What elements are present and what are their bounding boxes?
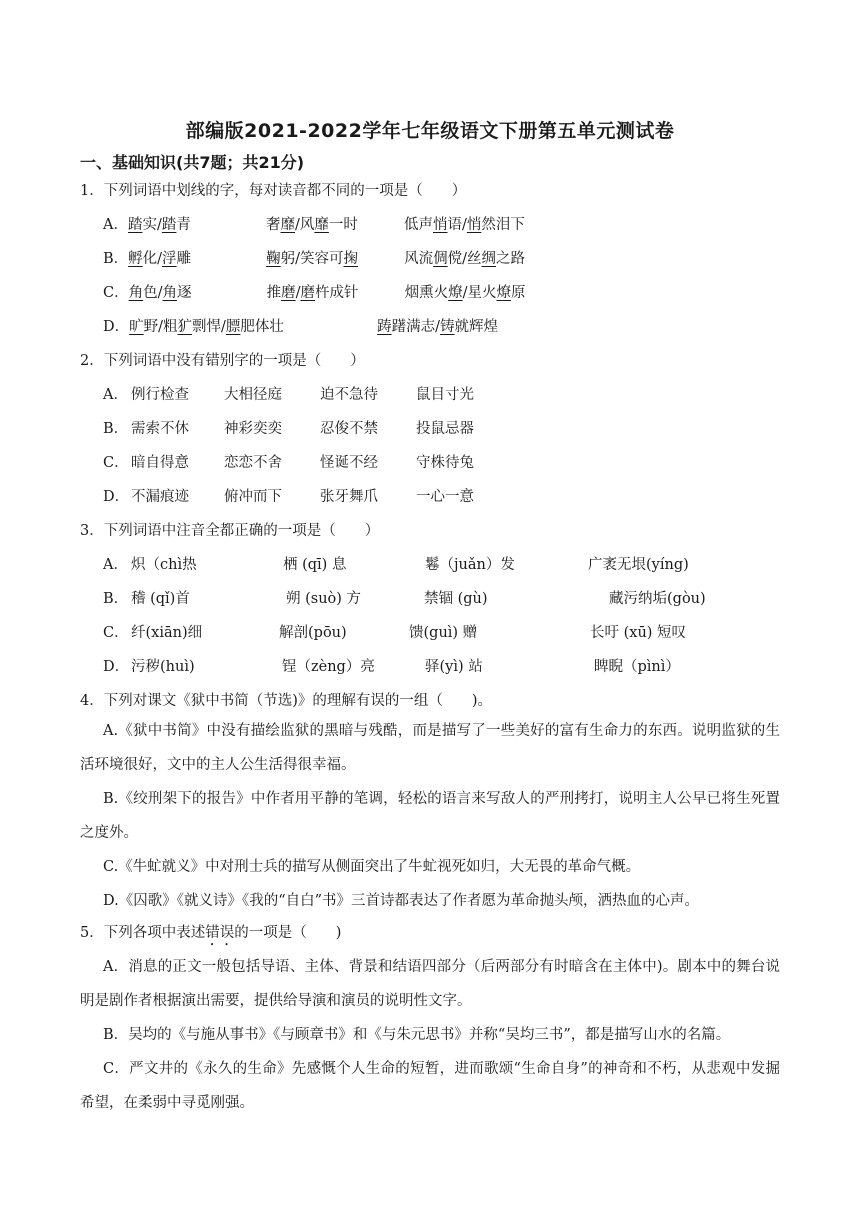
word-pair	[128, 213, 240, 234]
option-item: 迫不急待	[320, 387, 378, 403]
option-item: 恋恋不舍	[224, 455, 282, 471]
question-5-stem-emphasis: 错误	[205, 925, 235, 941]
word-text: /	[295, 285, 301, 301]
word-pair	[404, 213, 525, 234]
word-pair	[266, 247, 378, 268]
option-item: 朔 (suò) 方	[286, 591, 362, 607]
question-4-option-b: B.《绞刑架下的报告》中作者用平静的笔调，轻松的语言来写敌人的严刑拷打，说明主人公早已将生死置之度外。	[80, 791, 780, 841]
question-3-stem: 3．下列词语中注音全都正确的一项是（ ）	[80, 523, 380, 539]
option-item: 稽 (qǐ)首	[131, 591, 190, 607]
option-item: 神彩奕奕	[224, 421, 282, 437]
underlined-char: 踏	[127, 217, 143, 233]
section-heading: 一、基础知识(共7题；共21分)	[80, 153, 305, 172]
option-label: C．	[103, 285, 129, 301]
word-text: /风	[294, 217, 315, 233]
word-pair	[128, 247, 240, 268]
underlined-char: 倜	[433, 251, 448, 267]
option-label: C．	[103, 625, 129, 641]
underlined-char: 踏	[161, 217, 177, 233]
question-4-option-c: C.《牛虻就义》中对刑士兵的描写从侧面突出了牛虻视死如归，大无畏的革命气概。	[103, 859, 641, 875]
underlined-char: 踌	[377, 319, 392, 335]
underlined-char: 鞠	[266, 251, 281, 267]
word-pair	[377, 315, 498, 336]
word-text: 就辉煌	[454, 319, 499, 335]
underlined-char: 旷	[129, 319, 144, 335]
word-text: 原	[511, 285, 526, 301]
option-item: 俯冲而下	[224, 489, 282, 505]
underlined-char: 绸	[481, 251, 497, 267]
question-4-option-a: A.《狱中书简》中没有描绘监狱的黑暗与残酷，而是描写了一些美好的富有生命力的东西。说明监狱的生活环境很好，文中的主人公生活得很幸福。	[80, 723, 780, 773]
underlined-char: 角	[128, 285, 144, 301]
question-4-option-d: D.《囚歌》《就义诗》《我的“自白”书》三首诗都表达了作者愿为革命抛头颅，洒热血的心声。	[103, 893, 700, 909]
page-title: 部编版2021-2022学年七年级语文下册第五单元测试卷	[185, 120, 675, 142]
word-text: 低声	[403, 217, 433, 233]
option-item: 污秽(huì)	[131, 659, 195, 675]
underlined-char: 角	[162, 285, 177, 301]
option-item: 忍俊不禁	[320, 421, 378, 437]
question-1-stem: 1．下列词语中划线的字，每对读音都不同的一项是（ ）	[80, 183, 467, 199]
word-pair	[266, 213, 378, 234]
word-text: 推	[266, 285, 282, 301]
question-1-option-b	[103, 247, 525, 268]
option-item: 鬈（juǎn）发	[425, 557, 515, 573]
word-text: 肥体壮	[240, 319, 284, 335]
word-text: 之路	[496, 251, 526, 267]
question-5-option-c: C．严文井的《永久的生命》先感慨个人生命的短暂，进而歌颂“生命自身”的神奇和不朽，从悲观中发掘希望，在柔弱中寻觅刚强。	[80, 1061, 780, 1111]
option-label: A．	[103, 387, 128, 403]
question-5-option-a: A．消息的正文一般包括导语、主体、背景和结语四部分（后两部分有时暗含在主体中)。剧本中的舞台说明是剧作者根据演出需要，提供给导演和演员的说明性文字。	[80, 959, 780, 1009]
word-text: 一时	[328, 217, 358, 233]
question-4-stem: 4．下列对课文《狱中书简（节选)》的理解有误的一组（ )。	[80, 693, 493, 709]
word-text: 语/	[447, 217, 467, 233]
word-text: 躬/笑容可	[280, 251, 344, 267]
option-label: D．	[103, 319, 130, 335]
option-item: 炽（chì热	[131, 557, 197, 573]
option-item: 藏污纳垢(gòu)	[609, 591, 706, 607]
word-pair	[405, 281, 526, 302]
word-text: 然泪下	[481, 217, 525, 233]
word-text: 傥/丝	[447, 251, 482, 267]
word-pair	[129, 281, 241, 302]
word-pair	[267, 281, 379, 302]
word-text: 野/粗	[143, 319, 178, 335]
underlined-char: 磨	[300, 285, 315, 301]
option-item: 驿(yì) 站	[425, 659, 483, 675]
question-5-stem-suffix: 的一项是（ )	[234, 925, 342, 941]
underlined-char: 孵	[128, 251, 143, 267]
word-text: 青	[176, 217, 191, 233]
option-item: 广袤无垠(yíng)	[588, 557, 689, 573]
option-item: 锃（zèng）亮	[282, 659, 375, 675]
underlined-char: 浮	[162, 251, 177, 267]
option-item: 不漏痕迹	[131, 489, 189, 505]
underlined-char: 掬	[343, 251, 359, 267]
option-item: 暗自得意	[131, 455, 189, 471]
option-item: 禁锢 (gù)	[424, 591, 488, 607]
underlined-char: 靡	[280, 217, 295, 233]
word-text: 逐	[177, 285, 192, 301]
option-item: 张牙舞爪	[320, 489, 378, 505]
option-item: 守株待兔	[416, 455, 474, 471]
word-text: 风流	[404, 251, 434, 267]
question-5-stem	[80, 921, 341, 949]
word-text: 化/	[142, 251, 163, 267]
option-item: 例行检查	[131, 387, 189, 403]
word-pair	[404, 247, 525, 268]
word-text: /星火	[462, 285, 497, 301]
word-text: 剽悍/	[192, 319, 226, 335]
option-item: 长吁 (xū) 短叹	[590, 625, 687, 641]
underlined-char: 燎	[496, 285, 511, 301]
option-item: 投鼠忌器	[416, 421, 474, 437]
option-label: C．	[103, 455, 129, 471]
underlined-char: 悄	[432, 217, 448, 233]
question-5-option-b: B．吴均的《与施从事书》《与顾章书》和《与朱元思书》并称“吴均三书”，都是描写山水的名篇。	[103, 1027, 731, 1043]
word-text: 雕	[176, 251, 192, 267]
option-label: A．	[103, 557, 128, 573]
underlined-char: 悄	[466, 217, 482, 233]
option-item: 大相径庭	[224, 387, 282, 403]
underlined-char: 燎	[448, 285, 463, 301]
word-text: 奢	[265, 217, 281, 233]
option-item: 鼠目寸光	[416, 387, 474, 403]
question-2-stem: 2．下列词语中没有错别字的一项是（ ）	[80, 353, 365, 369]
option-item: 解剖(pōu)	[279, 625, 347, 641]
question-1-option-c	[103, 281, 526, 302]
option-label: B．	[103, 251, 129, 267]
option-item: 需索不休	[131, 421, 189, 437]
question-1-option-a	[103, 213, 525, 234]
option-item: 馈(guì) 赠	[409, 625, 478, 641]
option-item: 怪诞不经	[320, 455, 378, 471]
option-item: 睥睨（pìnì）	[594, 659, 680, 675]
question-1-option-d	[103, 315, 498, 336]
option-label: D．	[103, 489, 130, 505]
underlined-char: 磨	[281, 285, 296, 301]
word-text: 烟熏火	[404, 285, 449, 301]
word-text: 躇满志/	[391, 319, 441, 335]
option-label: A．	[103, 217, 128, 233]
option-label: B．	[103, 591, 129, 607]
word-text: 杵成针	[315, 285, 359, 301]
underlined-char: 犷	[177, 319, 193, 335]
underlined-char: 靡	[314, 217, 329, 233]
underlined-char: 铸	[440, 319, 455, 335]
word-text: 实/	[142, 217, 162, 233]
question-5-stem-prefix: 5．下列各项中表述	[80, 925, 206, 941]
word-pair	[129, 315, 351, 336]
option-item: 一心一意	[416, 489, 474, 505]
underlined-char: 膘	[225, 319, 241, 335]
option-label: B．	[103, 421, 129, 437]
option-label: D．	[103, 659, 130, 675]
option-item: 栖 (qī) 息	[283, 557, 347, 573]
word-text: 色/	[143, 285, 163, 301]
option-item: 纤(xiān)细	[131, 625, 203, 641]
